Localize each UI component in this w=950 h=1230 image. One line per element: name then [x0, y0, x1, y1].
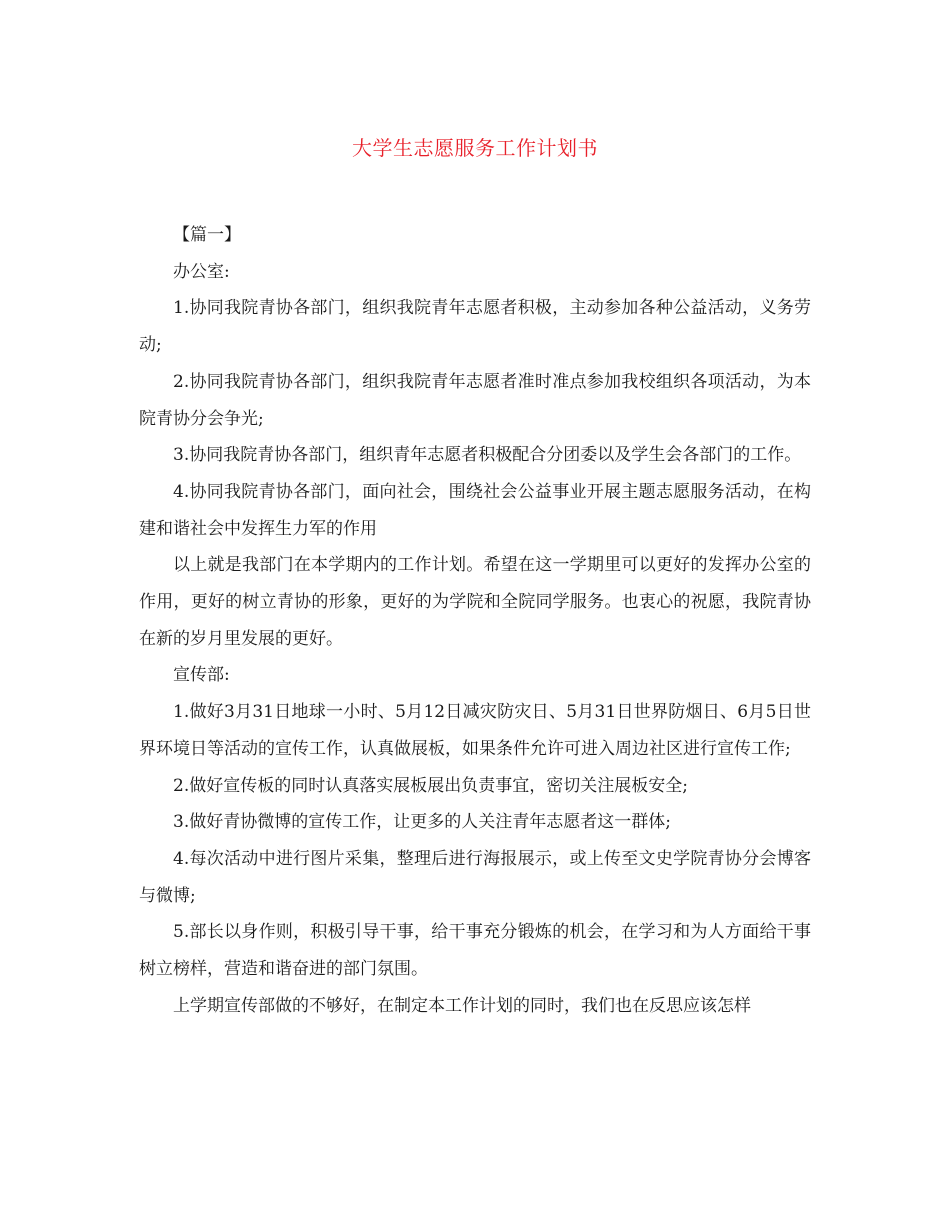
publicity-reflection-paragraph: 上学期宣传部做的不够好，在制定本工作计划的同时，我们也在反思应该怎样 — [173, 995, 751, 1016]
section-heading-publicity: 宣传部: — [173, 665, 230, 686]
office-item-2: 2.协同我院青协各部门，组织我院青年志愿者准时准点参加我校组织各项活动，为本院青协分会争光; — [139, 371, 811, 429]
document-body — [139, 217, 811, 1024]
publicity-item-4: 4.每次活动中进行图片采集，整理后进行海报展示，或上传至文史学院青协分会博客与微博; — [139, 848, 811, 906]
office-item-4: 4.协同我院青协各部门，面向社会，围绕社会公益事业开展主题志愿服务活动，在构建和谐社会中发挥生力军的作用 — [139, 481, 811, 539]
section-heading-office: 办公室: — [173, 261, 230, 282]
office-summary-paragraph: 以上就是我部门在本学期内的工作计划。希望在这一学期里可以更好的发挥办公室的作用，更好的树立青协的形象，更好的为学院和全院同学服务。也衷心的祝愿，我院青协在新的岁月里发展的更好。 — [139, 555, 811, 649]
publicity-item-1: 1.做好3月31日地球一小时、5月12日减灾防灾日、5月31日世界防烟日、6月5日世界环境日等活动的宣传工作，认真做展板，如果条件允许可进入周边社区进行宣传工作; — [139, 702, 811, 759]
publicity-item-2: 2.做好宣传板的同时认真落实展板展出负责事宜，密切关注展板安全; — [173, 775, 688, 796]
section-heading-part-one: 【篇一】 — [173, 225, 241, 245]
office-item-3: 3.协同我院青协各部门，组织青年志愿者积极配合分团委以及学生会各部门的工作。 — [173, 445, 802, 466]
office-item-1: 1.协同我院青协各部门，组织我院青年志愿者积极，主动参加各种公益活动，义务劳动; — [139, 298, 811, 356]
publicity-item-5: 5.部长以身作则，积极引导干事，给干事充分锻炼的机会，在学习和为人方面给干事树立榜样，营造和谐奋进的部门氛围。 — [139, 922, 811, 980]
document-title: 大学生志愿服务工作计划书 — [352, 136, 598, 160]
publicity-item-3: 3.做好青协微博的宣传工作，让更多的人关注青年志愿者这一群体; — [173, 812, 671, 833]
